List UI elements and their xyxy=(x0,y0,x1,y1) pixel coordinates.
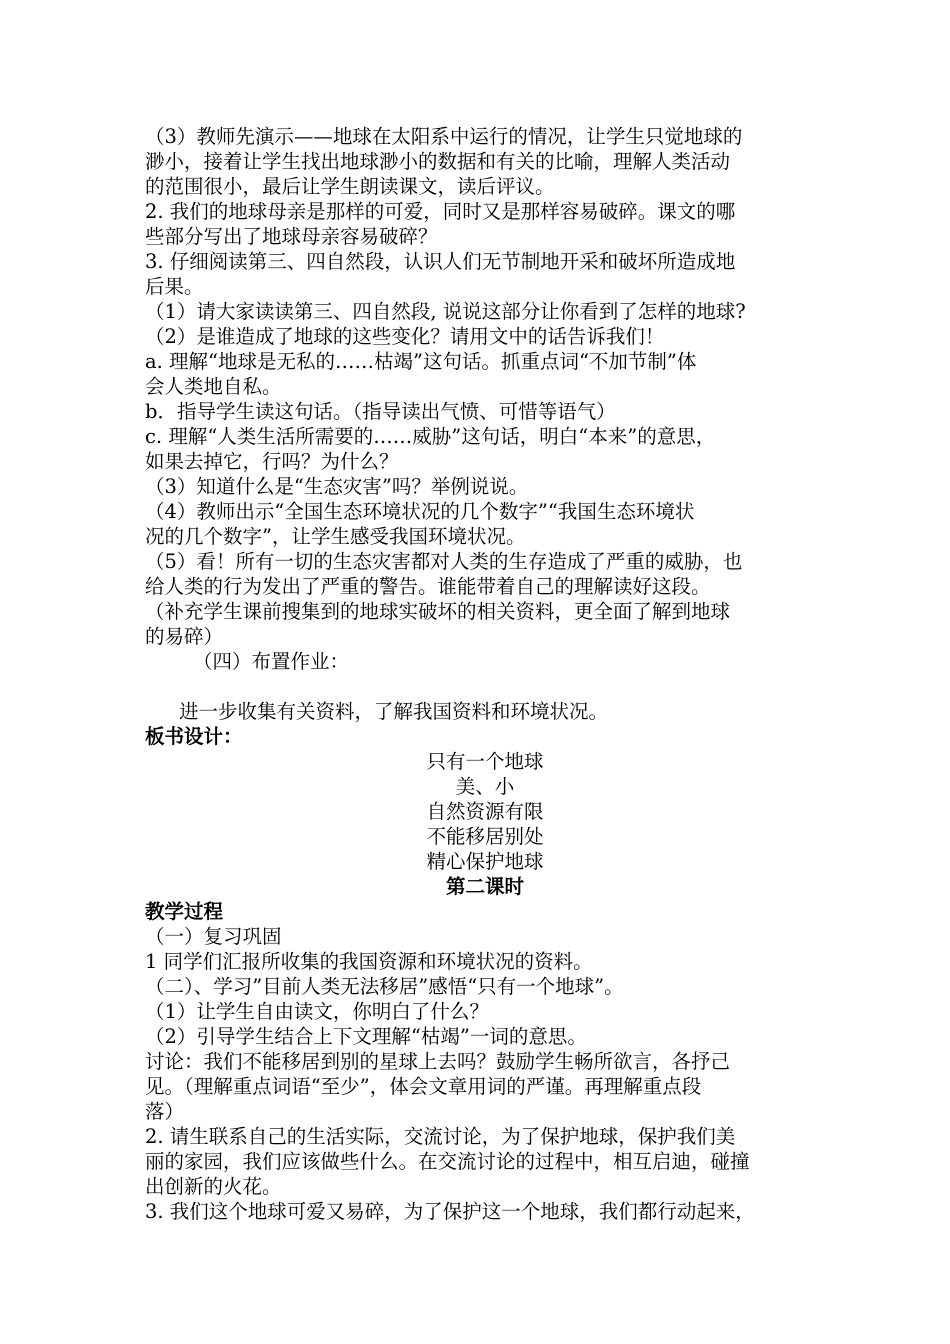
text-line: 的易碎） xyxy=(145,625,224,648)
text-line: 3. 我们这个地球可爱又易碎，为了保护这一个地球，我们都行动起来， xyxy=(145,1200,755,1223)
text-line: （3）教师先演示——地球在太阳系中运行的情况，让学生只觉地球的 xyxy=(145,125,743,148)
text-line: 如果去掉它，行吗？为什么？ xyxy=(145,450,399,473)
board-line: 自然资源有限 xyxy=(426,800,544,823)
board-design xyxy=(145,749,825,874)
teaching-process-label: 教学过程 xyxy=(145,900,224,923)
text-line: 后果。 xyxy=(145,275,204,298)
text-line: 渺小，接着让学生找出地球渺小的数据和有关的比喻，理解人类活动 xyxy=(145,150,731,173)
text-line: （补充学生课前搜集到的地球实破坏的相关资料，更全面了解到地球 xyxy=(145,600,731,623)
text-line: 些部分写出了地球母亲容易破碎？ xyxy=(145,225,438,248)
text-line: （1）请大家读读第三、四自然段, 说说这部分让你看到了怎样的地球? xyxy=(145,300,746,323)
text-line: a. 理解“地球是无私的……枯竭”这句话。抓重点词“不加节制”体 xyxy=(145,350,697,373)
text-line: 落） xyxy=(145,1100,185,1123)
text-line: （一）复习巩固 xyxy=(145,925,282,948)
text-line: （4）教师出示“全国生态环境状况的几个数字”“我国生态环境状 xyxy=(145,500,695,523)
text-line: 出创新的火花。 xyxy=(145,1175,282,1198)
lesson-two-title: 第二课时 xyxy=(445,875,524,898)
text-line: 况的几个数字”，让学生感受我国环境状况。 xyxy=(145,525,526,548)
homework-text: 进一步收集有关资料，了解我国资料和环境状况。 xyxy=(179,700,609,723)
text-line: （1）让学生自由读文，你明白了什么？ xyxy=(145,1000,489,1023)
text-line: 见。（理解重点词语“至少”，体会文章用词的严谨。再理解重点段 xyxy=(145,1075,702,1098)
lesson-two-section xyxy=(145,924,825,1224)
text-line: （5）看！所有一切的生态灾害都对人类的生存造成了严重的威胁，也 xyxy=(145,550,743,573)
text-line: 2. 我们的地球母亲是那样的可爱，同时又是那样容易破碎。课文的哪 xyxy=(145,200,736,223)
text-line: 会人类地自私。 xyxy=(145,375,282,398)
board-design-label: 板书设计： xyxy=(145,725,243,748)
text-line: （3）知道什么是“生态灾害”吗？举例说说。 xyxy=(145,475,529,498)
text-line: （2）是谁造成了地球的这些变化？请用文中的话告诉我们！ xyxy=(145,325,665,348)
text-line: 2. 请生联系自己的生活实际，交流讨论，为了保护地球，保护我们美 xyxy=(145,1125,736,1148)
board-line: 美、小 xyxy=(455,775,515,798)
board-line: 只有一个地球 xyxy=(426,750,544,773)
blank-line xyxy=(145,674,825,699)
board-line: 精心保护地球 xyxy=(426,850,544,873)
text-line: 的范围很小，最后让学生朗读课文，读后评议。 xyxy=(145,175,555,198)
text-line: （二）、学习”目前人类无法移居”感悟“只有一个地球”。 xyxy=(145,975,624,998)
text-line: 给人类的行为发出了严重的警告。谁能带着自己的理解读好这段。 xyxy=(145,575,711,598)
text-line: 1 同学们汇报所收集的我国资源和环境状况的资料。 xyxy=(145,950,593,973)
board-line: 不能移居别处 xyxy=(426,825,544,848)
text-line: c. 理解“人类生活所需要的……威胁”这句话，明白“本来”的意思， xyxy=(145,425,716,448)
text-line: 讨论：我们不能移居到别的星球上去吗？鼓励学生畅所欲言，各抒己 xyxy=(145,1050,731,1073)
text-line: 丽的家园，我们应该做些什么。在交流讨论的过程中，相互启迪，碰撞 xyxy=(145,1150,750,1173)
text-line: b．指导学生读这句话。（指导读出气愤、可惜等语气） xyxy=(145,400,616,423)
text-line: （2）引导学生结合上下文理解“枯竭”一词的意思。 xyxy=(145,1025,587,1048)
lesson-one-section xyxy=(145,124,825,649)
text-line: 3. 仔细阅读第三、四自然段，认识人们无节制地开采和破坏所造成地 xyxy=(145,250,736,273)
homework-heading: （四）布置作业： xyxy=(193,650,350,673)
document-page xyxy=(145,124,825,1224)
